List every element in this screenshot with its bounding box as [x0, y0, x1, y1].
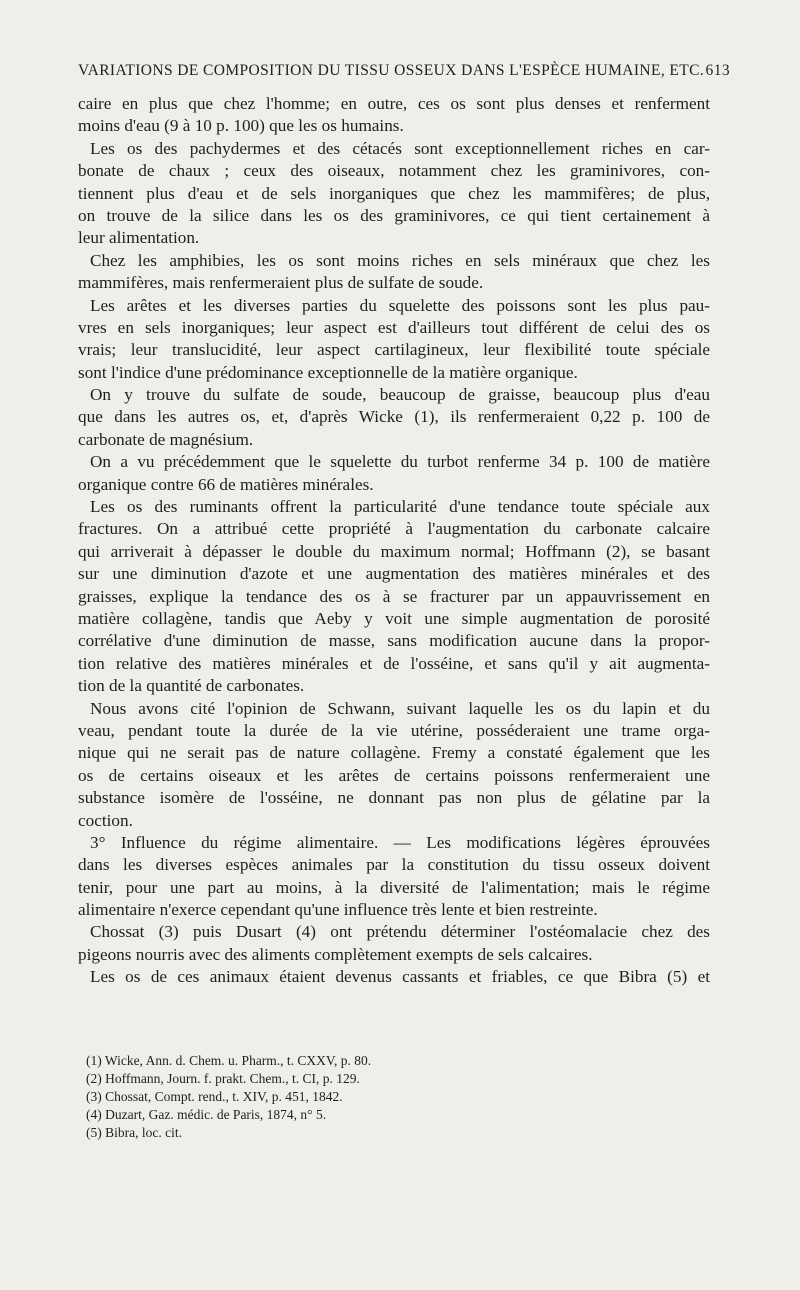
text-line: que dans les autres os, et, d'après Wicke (1), ils renfermeraient 0,22 p. 100 de [78, 407, 710, 427]
footnote: (2) Hoffmann, Journ. f. prakt. Chem., t. CI, p. 129. [86, 1071, 360, 1086]
running-header [78, 62, 730, 80]
text-line: tenir, pour une part au moins, à la diversité de l'alimentation; mais le régime [78, 877, 710, 897]
text-line: pigeons nourris avec des aliments complètement exempts de sels calcaires. [78, 944, 593, 964]
text-line: tion relative des matières minérales et de l'osséine, et sans qu'il y ait augmenta- [78, 653, 710, 673]
text-line: 3° Influence du régime alimentaire. — Les modifications légères éprouvées [90, 832, 710, 852]
text-line: graisses, explique la tendance des os à se fracturer par un appauvrissement en [78, 586, 710, 606]
body-text [78, 93, 710, 989]
text-line: matière collagène, tandis que Aeby y voit une simple augmentation de porosité [78, 608, 710, 628]
text-line: Les os de ces animaux étaient devenus cassants et friables, ce que Bibra (5) et [90, 967, 710, 987]
text-line: qui arriverait à dépasser le double du maximum normal; Hoffmann (2), se basant [78, 541, 710, 561]
text-line: veau, pendant toute la durée de la vie utérine, posséderaient une trame orga- [78, 720, 710, 740]
text-line: leur alimentation. [78, 228, 200, 248]
footnote: (1) Wicke, Ann. d. Chem. u. Pharm., t. CXXV, p. 80. [86, 1053, 372, 1068]
text-line: corrélative d'une diminution de masse, sans modification aucune dans la propor- [78, 631, 710, 651]
text-line: coction. [78, 810, 133, 830]
text-line: os de certains oiseaux et les arêtes de certains poissons renfermeraient une [78, 765, 710, 785]
text-line: on trouve de la silice dans les os des graminivores, ce qui tient certainement à [78, 205, 710, 225]
text-line: caire en plus que chez l'homme; en outre, ces os sont plus denses et renferment [78, 94, 710, 113]
text-line: moins d'eau (9 à 10 p. 100) que les os humains. [78, 116, 404, 136]
text-line: mammifères, mais renfermeraient plus de sulfate de soude. [78, 273, 484, 293]
text-line: dans les diverses espèces animales par la constitution du tissu osseux doivent [78, 855, 710, 875]
text-line: tiennent plus d'eau et de sels inorganiques que chez les mammifères; de plus, [78, 183, 710, 203]
text-line: Les os des ruminants offrent la particularité d'une tendance toute spéciale aux [90, 497, 710, 517]
text-line: Chez les amphibies, les os sont moins riches en sels minéraux que chez les [90, 250, 710, 270]
text-line: On a vu précédemment que le squelette du turbot renferme 34 p. 100 de matière [90, 452, 710, 472]
footnote: (4) Duzart, Gaz. médic. de Paris, 1874, n° 5. [86, 1107, 327, 1122]
text-line: Nous avons cité l'opinion de Schwann, suivant laquelle les os du lapin et du [90, 698, 710, 718]
text-line: On y trouve du sulfate de soude, beaucoup de graisse, beaucoup plus d'eau [90, 385, 710, 405]
text-line: Les os des pachydermes et des cétacés sont exceptionnellement riches en car- [90, 138, 710, 158]
text-line: substance isomère de l'osséine, ne donnant pas non plus de gélatine par la [78, 788, 710, 808]
text-line: fractures. On a attribué cette propriété à l'augmentation du carbonate calcaire [78, 519, 710, 539]
text-line: Chossat (3) puis Dusart (4) ont prétendu déterminer l'ostéomalacie chez des [90, 922, 710, 942]
footnote: (3) Chossat, Compt. rend., t. XIV, p. 451, 1842. [86, 1089, 343, 1104]
page-number: 613 [705, 62, 730, 79]
footnote: (5) Bibra, loc. cit. [86, 1125, 182, 1140]
text-line: alimentaire n'exerce cependant qu'une influence très lente et bien restreinte. [78, 900, 598, 920]
text-line: tion de la quantité de carbonates. [78, 676, 305, 696]
text-line: sont l'indice d'une prédominance exceptionnelle de la matière organique. [78, 362, 578, 382]
text-line: organique contre 66 de matières minérales. [78, 474, 374, 494]
text-line: nique qui ne serait pas de nature collagène. Fremy a constaté également que les [78, 743, 710, 763]
text-line: vrais; leur translucidité, leur aspect cartilagineux, leur flexibilité toute spéciale [78, 340, 710, 360]
footnotes [86, 1052, 606, 1142]
header-title: VARIATIONS DE COMPOSITION DU TISSU OSSEUX DANS L'ESPÈCE HUMAINE, ETC. [78, 62, 705, 79]
text-line: sur une diminution d'azote et une augmentation des matières minérales et des [78, 564, 710, 584]
text-line: vres en sels inorganiques; leur aspect est d'ailleurs tout différent de celui des os [78, 317, 710, 337]
text-line: bonate de chaux ; ceux des oiseaux, notamment chez les graminivores, con- [78, 161, 710, 181]
text-line: Les arêtes et les diverses parties du squelette des poissons sont les plus pau- [90, 295, 710, 315]
text-line: carbonate de magnésium. [78, 429, 254, 449]
